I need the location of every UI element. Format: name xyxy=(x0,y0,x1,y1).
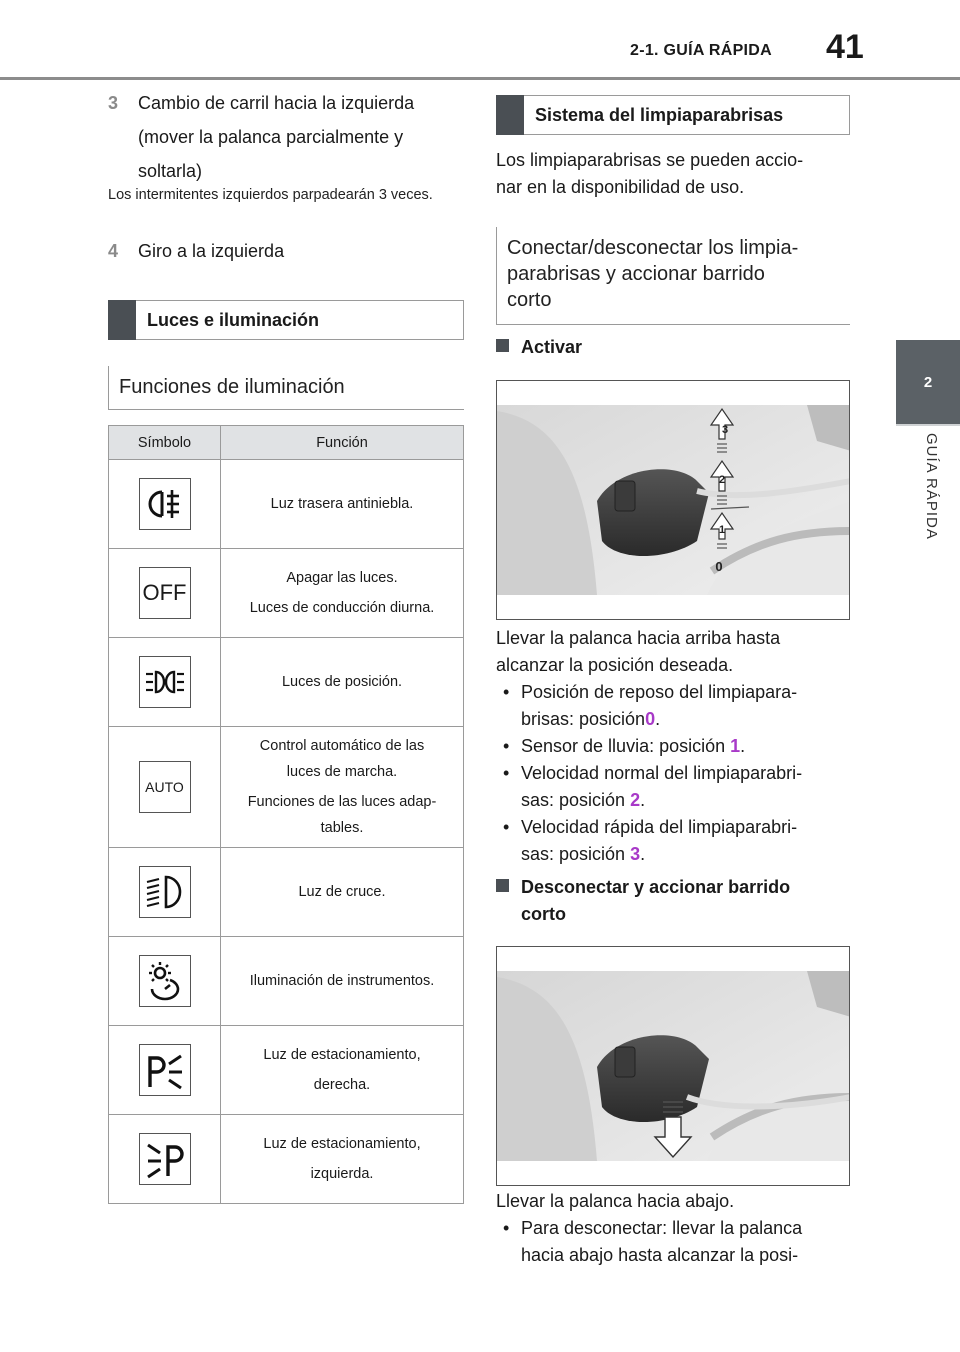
after-photo2-text: Llevar la palanca hacia abajo. xyxy=(496,1191,735,1211)
list-item: • Sensor de lluvia: posición 1. xyxy=(496,733,852,760)
function-text: Control automático de las xyxy=(259,738,425,754)
step-3-line-2: (mover la palanca parcialmente y xyxy=(138,127,404,147)
function-text: Funciones de las luces adap- xyxy=(247,794,437,810)
section-wipers-title xyxy=(496,95,850,135)
function-text: izquierda. xyxy=(310,1166,374,1182)
column-header-symbol: Símbolo xyxy=(109,426,221,460)
table-header-row xyxy=(109,426,464,460)
section-lights-title xyxy=(108,300,464,340)
position-label-0: 0 xyxy=(715,559,723,574)
disconnect-heading-text: Desconectar y accionar barrido xyxy=(521,877,791,897)
header-divider xyxy=(0,77,960,80)
chapter-number: 2 xyxy=(923,373,933,391)
text-line: Llevar la palanca hacia arriba hasta xyxy=(496,628,781,648)
step-3-line-3: soltarla) xyxy=(138,161,203,181)
section-bar xyxy=(496,95,524,135)
parking-light-right-icon xyxy=(139,1044,191,1096)
list-item: • Velocidad normal del limpiaparabri- sas: posición 2. xyxy=(496,760,852,814)
step-number: 4 xyxy=(108,241,119,261)
function-text: Luz de estacionamiento, xyxy=(263,1136,421,1152)
function-text: Luces de posición. xyxy=(281,674,403,690)
step-3-line-1: Cambio de carril hacia la izquierda xyxy=(138,93,415,113)
list-item: • Velocidad rápida del limpiaparabri- sas: posición 3. xyxy=(496,814,852,868)
wiper-positions-list xyxy=(496,679,852,868)
disconnect-heading xyxy=(496,874,790,928)
auto-text-icon: AUTO xyxy=(139,761,191,813)
parking-light-left-icon xyxy=(139,1133,191,1185)
step-4 xyxy=(108,236,284,266)
rear-fog-light-icon xyxy=(139,478,191,530)
intro-line: Los limpiaparabrisas se pueden accio- xyxy=(496,150,804,170)
list-item: • Posición de reposo del limpiapara- brisas: posición0. xyxy=(496,679,852,733)
function-text: derecha. xyxy=(313,1077,371,1093)
position-number: 2 xyxy=(630,790,641,810)
function-text: tables. xyxy=(320,820,364,836)
table-row xyxy=(109,460,464,549)
section-title-text: Sistema del limpiaparabrisas xyxy=(535,105,784,125)
section-bar xyxy=(108,300,136,340)
chapter-tab-divider xyxy=(896,424,960,426)
function-text: Apagar las luces. xyxy=(286,570,398,586)
column-header-function: Función xyxy=(221,426,464,460)
bullet-square-icon xyxy=(496,879,509,892)
header-section-title: 2-1. GUÍA RÁPIDA xyxy=(630,42,773,59)
step-number: 3 xyxy=(108,93,119,113)
function-text: Iluminación de instrumentos. xyxy=(249,973,435,989)
activate-heading xyxy=(496,334,582,361)
subhead-line: corto xyxy=(507,289,552,311)
table-row xyxy=(109,638,464,727)
table-row xyxy=(109,1115,464,1204)
list-item: • Para desconectar: llevar la palanca hacia abajo hasta alcanzar la posi- xyxy=(496,1215,852,1269)
position-lights-icon xyxy=(139,656,191,708)
table-row xyxy=(109,848,464,937)
position-number: 3 xyxy=(630,844,641,864)
page-number: 41 xyxy=(826,28,864,66)
wiper-lever-up-photo xyxy=(496,380,850,620)
position-label-2: 2 xyxy=(718,474,726,486)
position-label-1: 1 xyxy=(718,524,726,536)
position-label-3: 3 xyxy=(721,424,729,436)
step-3 xyxy=(108,88,414,186)
subhead-line: parabrisas y accionar barrido xyxy=(507,263,765,285)
disconnect-list xyxy=(496,1215,852,1269)
instrument-lighting-icon xyxy=(139,955,191,1007)
disconnect-heading-text: corto xyxy=(521,904,566,924)
chapter-label: GUÍA RÁPIDA xyxy=(923,433,940,540)
after-photo1-text xyxy=(496,625,852,679)
wipers-intro xyxy=(496,147,852,201)
lighting-symbols-table xyxy=(108,425,464,1204)
text-line: alcanzar la posición deseada. xyxy=(496,655,734,675)
section-title-text: Luces e iluminación xyxy=(147,310,320,330)
bullet-square-icon xyxy=(496,339,509,352)
function-text: Luz de estacionamiento, xyxy=(263,1047,421,1063)
chapter-tab xyxy=(896,340,960,424)
function-text: Luces de conducción diurna. xyxy=(249,600,435,616)
function-text: luces de marcha. xyxy=(286,764,398,780)
table-row xyxy=(109,937,464,1026)
wipers-subhead xyxy=(496,227,850,325)
subhead-line: Conectar/desconectar los limpia- xyxy=(507,237,799,259)
off-text-icon: OFF xyxy=(139,567,191,619)
activate-heading-text: Activar xyxy=(521,337,583,357)
table-row xyxy=(109,549,464,638)
table-row xyxy=(109,727,464,848)
table-row xyxy=(109,1026,464,1115)
intro-line: nar en la disponibilidad de uso. xyxy=(496,177,745,197)
low-beam-icon xyxy=(139,866,191,918)
wiper-lever-down-photo xyxy=(496,946,850,1186)
turn-signal-note: Los intermitentes izquierdos parpadearán 3 veces. xyxy=(108,187,433,203)
position-number: 0 xyxy=(645,709,656,729)
lighting-functions-subhead: Funciones de iluminación xyxy=(108,366,464,410)
step-4-text: Giro a la izquierda xyxy=(138,241,285,261)
position-number: 1 xyxy=(730,736,741,756)
function-text: Luz trasera antiniebla. xyxy=(270,496,414,512)
function-text: Luz de cruce. xyxy=(298,884,386,900)
